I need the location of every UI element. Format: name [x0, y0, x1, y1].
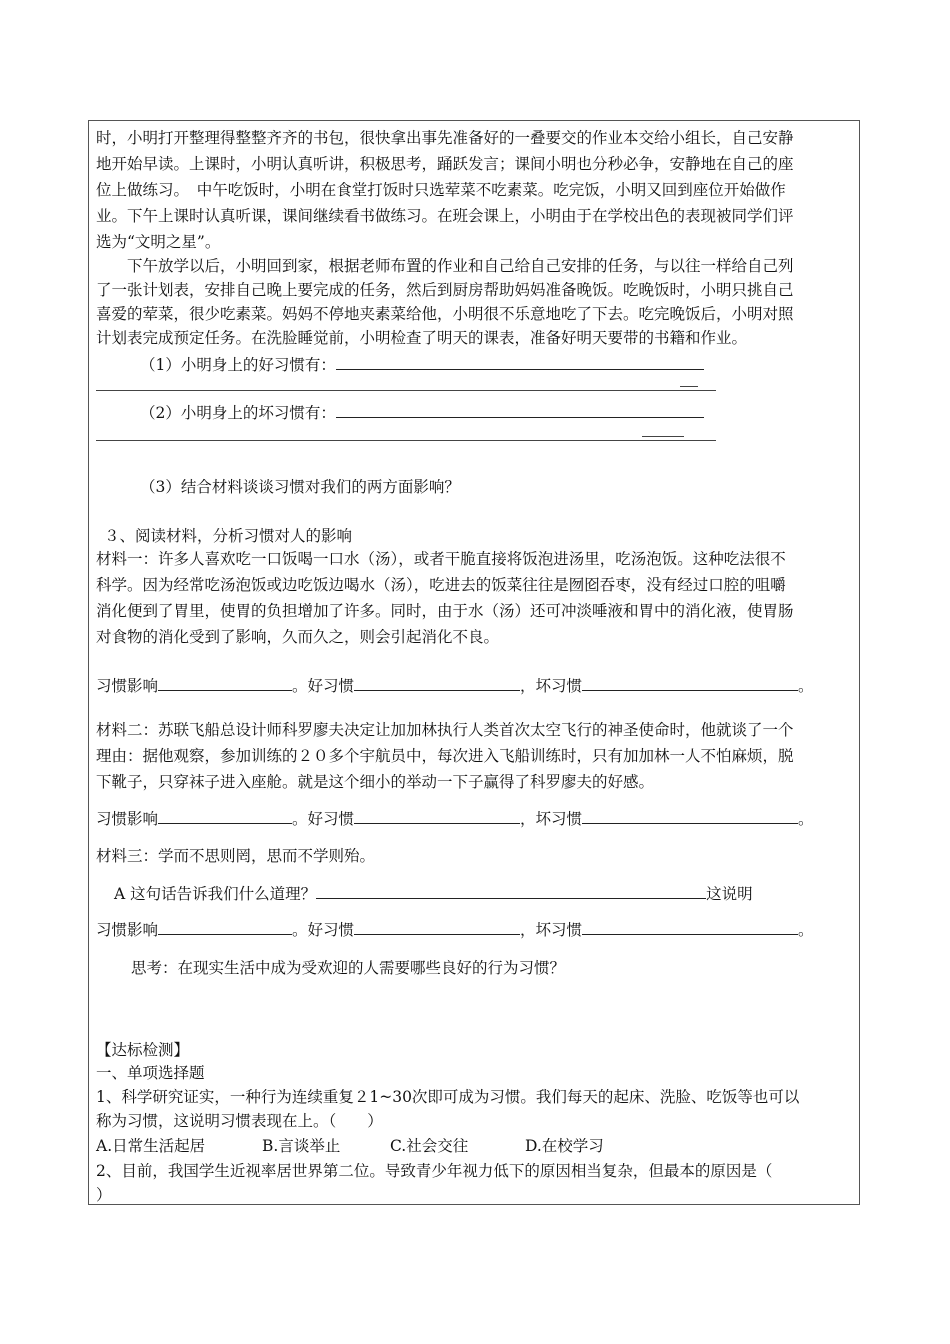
bad-habits-label: （2）小明身上的坏习惯有： — [140, 404, 336, 422]
influence-label: 习惯影响 — [96, 677, 159, 695]
question-a-row — [114, 883, 753, 904]
check-header: 【达标检测】 — [96, 1041, 190, 1059]
material-1-line: 科学。因为经常吃汤泡饭或边吃饭边喝水（汤），吃进去的饭菜往往是囫囵吞枣，没有经过口腔的咀嚼 — [96, 576, 786, 594]
good-habits-answer-line[interactable] — [336, 354, 704, 370]
choice-question-1: 1、科学研究证实，一种行为连续重复２1~30次即可成为习惯。我们每天的起床、洗脸、吃饭等也可以 — [96, 1088, 800, 1106]
good-habits-prompt — [140, 354, 704, 375]
think-question: 思考：在现实生活中成为受欢迎的人需要哪些良好的行为习惯？ — [131, 959, 566, 977]
fill-row-3 — [96, 919, 814, 940]
fill-row-1 — [96, 675, 814, 696]
choice-question-1: 称为习惯，这说明习惯表现在上。（ ） — [96, 1112, 383, 1130]
bad-habits-answer-line-2[interactable] — [96, 440, 716, 441]
story-line: 时，小明打开整理得整整齐齐的书包，很快拿出事先准备好的一叠要交的作业本交给小组长，自己安静 — [96, 129, 794, 147]
end-mark: 。 — [798, 921, 814, 939]
story-line: 喜爱的荤菜，很少吃素菜。妈妈不停地夹素菜给他，小明很不乐意地吃了下去。吃完晚饭后，小明对照 — [96, 305, 794, 323]
material-2-line: 下靴子，只穿袜子进入座舱。就是这个细小的举动一下子赢得了科罗廖夫的好感。 — [96, 773, 655, 791]
material-1-line: 对食物的消化受到了影响，久而久之，则会引起消化不良。 — [96, 628, 500, 646]
influence-answer[interactable] — [158, 919, 292, 935]
fill-row-2 — [96, 808, 814, 829]
end-mark: 。 — [798, 677, 814, 695]
option-c[interactable]: C.社会交往 — [390, 1137, 469, 1155]
story-line: 下午放学以后，小明回到家，根据老师布置的作业和自己给自己安排的任务，与以往一样给自己列 — [96, 257, 794, 275]
story-line: 了一张计划表，安排自己晚上要完成的任务，然后到厨房帮助妈妈准备晚饭。吃晚饭时，小明只挑自己 — [96, 281, 794, 299]
check-section: 一、单项选择题 — [96, 1064, 205, 1082]
story-line: 地开始早读。上课时，小明认真听讲，积极思考，踊跃发言；课间小明也分秒必争，安静地在自己的座 — [96, 155, 794, 173]
material-1-line: 消化便到了胃里，使胃的负担增加了许多。同时，由于水（汤）还可冲淡唾液和胃中的消化液，使胃肠 — [96, 602, 794, 620]
story-line: 业。下午上课时认真听课，课间继续看书做练习。在班会课上，小明由于在学校出色的表现被同学们评 — [96, 207, 794, 225]
good-habits-answer-line-2[interactable] — [96, 390, 716, 391]
choice-question-2: 2、目前，我国学生近视率居世界第二位。导致青少年视力低下的原因相当复杂，但最本的原因是（ — [96, 1162, 773, 1180]
good-answer[interactable] — [354, 675, 520, 691]
good-label: 。好习惯 — [292, 810, 355, 828]
end-mark: 。 — [798, 810, 814, 828]
good-answer[interactable] — [354, 808, 520, 824]
good-label: 。好习惯 — [292, 921, 355, 939]
bad-answer[interactable] — [582, 675, 798, 691]
line-mark — [680, 386, 698, 387]
material-2-line: 理由：据他观察，参加训练的２０多个宇航员中，每次进入飞船训练时，只有加加林一人不怕麻烦，脱 — [96, 747, 794, 765]
question-a-answer[interactable] — [316, 883, 706, 899]
line-mark — [642, 436, 684, 437]
story-line: 位上做练习。 中午吃饭时，小明在食堂打饭时只选荤菜不吃素菜。吃完饭，小明又回到座位开始做作 — [96, 181, 786, 199]
bad-answer[interactable] — [582, 808, 798, 824]
good-habits-label: （1）小明身上的好习惯有： — [140, 356, 336, 374]
influence-label: 习惯影响 — [96, 921, 159, 939]
question-a-tail: 这说明 — [706, 885, 753, 903]
question-a-label: A 这句话告诉我们什么道理？ — [114, 885, 317, 903]
bad-answer[interactable] — [582, 919, 798, 935]
option-d[interactable]: D.在校学习 — [525, 1137, 604, 1155]
option-a[interactable]: A.日常生活起居 — [96, 1137, 206, 1155]
bad-label: ，坏习惯 — [520, 921, 583, 939]
influence-answer[interactable] — [158, 675, 292, 691]
bad-label: ，坏习惯 — [520, 810, 583, 828]
bad-label: ，坏习惯 — [520, 677, 583, 695]
material-3: 材料三：学而不思则罔，思而不学则殆。 — [96, 847, 376, 865]
good-answer[interactable] — [354, 919, 520, 935]
bad-habits-prompt — [140, 402, 704, 423]
material-1-line: 材料一：许多人喜欢吃一口饭喝一口水（汤），或者干脆直接将饭泡进汤里，吃汤泡饭。这种吃法很不 — [96, 550, 786, 568]
material-2-line: 材料二：苏联飞船总设计师科罗廖夫决定让加加林执行人类首次太空飞行的神圣使命时，他就谈了一个 — [96, 721, 794, 739]
discuss-question: （3）结合材料谈谈习惯对我们的两方面影响？ — [140, 478, 460, 496]
influence-answer[interactable] — [158, 808, 292, 824]
section-3-title: ３、阅读材料，分析习惯对人的影响 — [104, 527, 353, 545]
influence-label: 习惯影响 — [96, 810, 159, 828]
good-label: 。好习惯 — [292, 677, 355, 695]
choice-question-2: ） — [96, 1186, 112, 1204]
option-b[interactable]: B.言谈举止 — [262, 1137, 341, 1155]
bad-habits-answer-line[interactable] — [336, 402, 704, 418]
story-line: 选为“文明之星”。 — [96, 233, 221, 251]
story-line: 计划表完成预定任务。在洗脸睡觉前，小明检查了明天的课表，准备好明天要带的书籍和作业。 — [96, 329, 748, 347]
